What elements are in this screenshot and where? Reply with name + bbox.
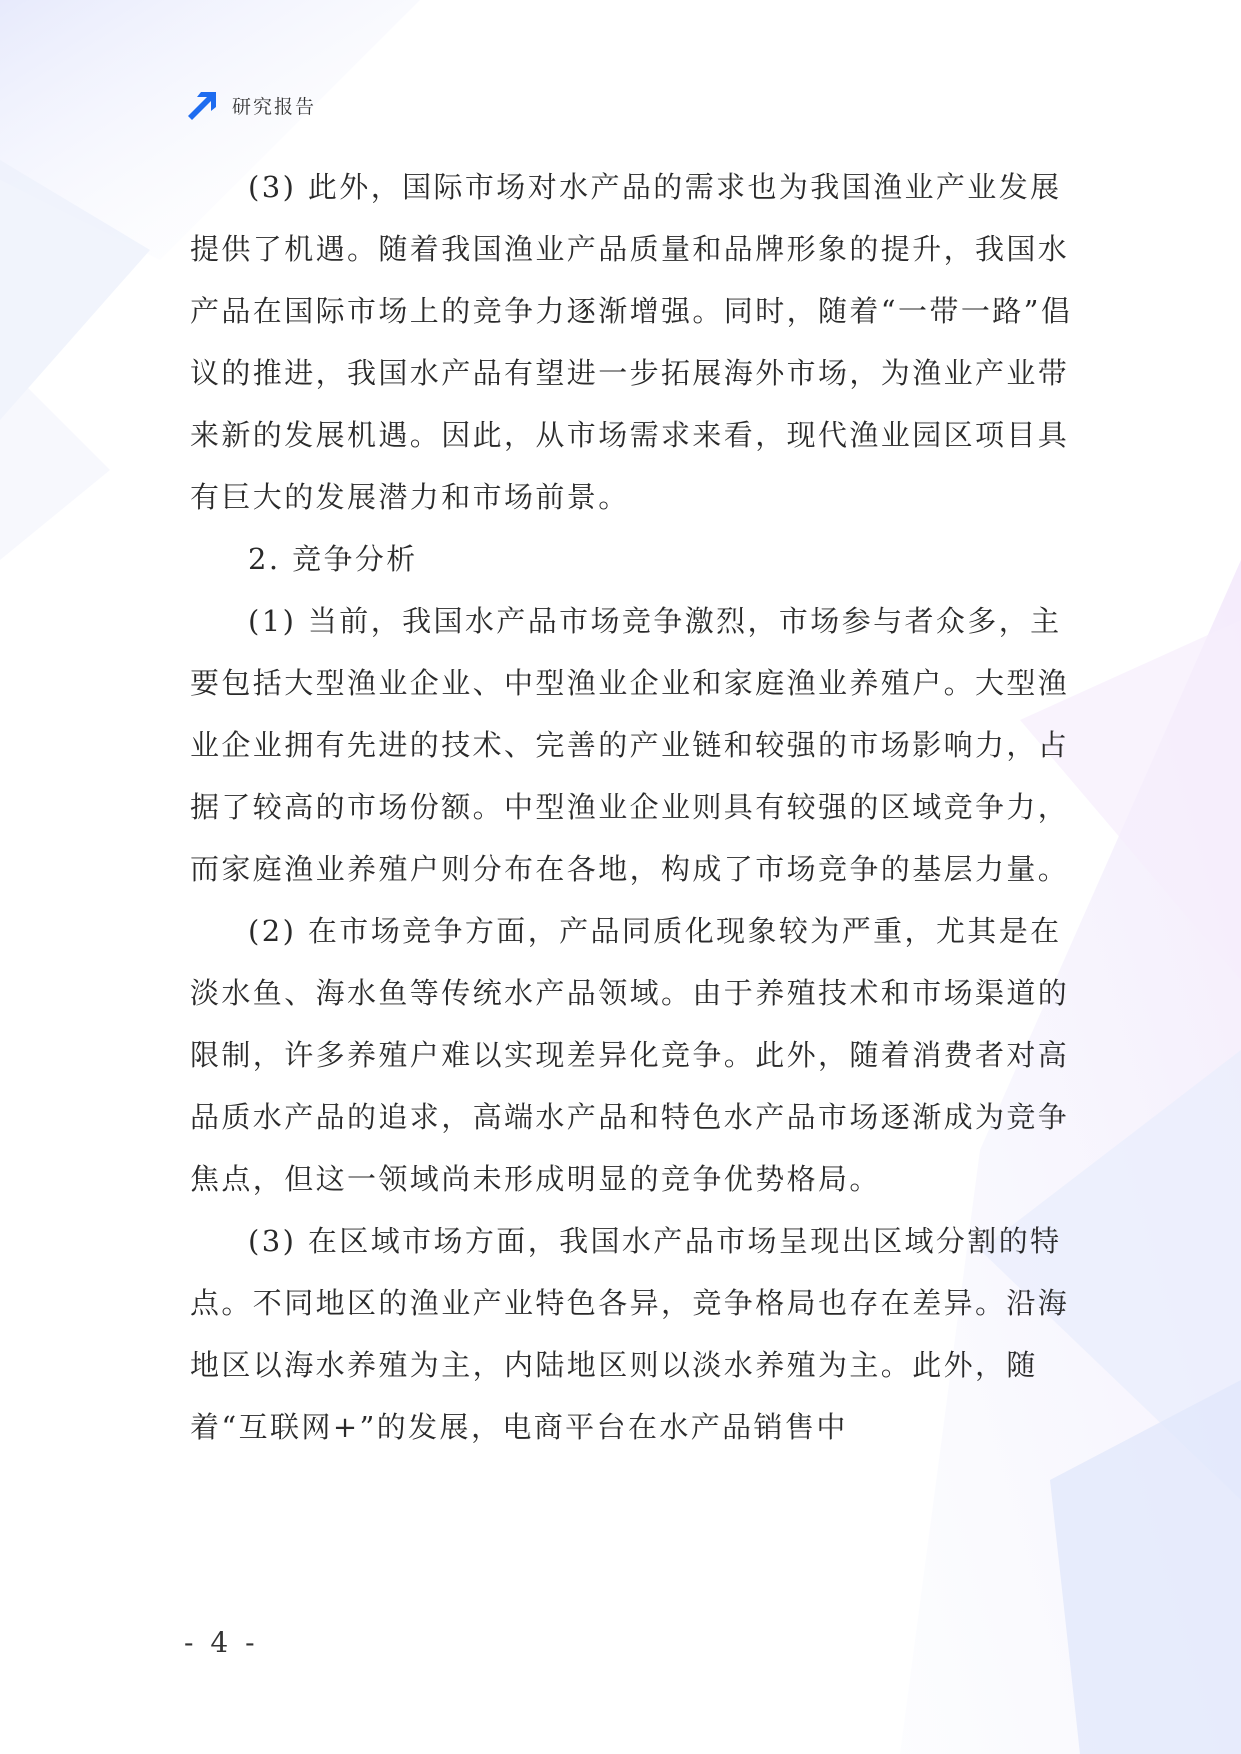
arrow-up-right-icon [186, 88, 220, 122]
document-body [190, 156, 1090, 1458]
section-heading: 2. 竞争分析 [248, 542, 418, 576]
report-header [186, 88, 316, 122]
report-title: 研究报告 [232, 95, 317, 118]
paragraph: (2) 在市场竞争方面，产品同质化现象较为严重，尤其是在淡水鱼、海水鱼等传统水产品领域。由于养殖技术和市场渠道的限制，许多养殖户难以实现差异化竞争。此外，随着消费者对高品质水产品的追求，高端水产品和特色水产品市场逐渐成为竞争焦点，但这一领域尚未形成明显的竞争优势格局。 [190, 914, 1070, 1196]
paragraph: (1) 当前，我国水产品市场竞争激烈，市场参与者众多，主要包括大型渔业企业、中型渔业企业和家庭渔业养殖户。大型渔业企业拥有先进的技术、完善的产业链和较强的市场影响力，占据了较高的市场份额。中型渔业企业则具有较强的区域竞争力，而家庭渔业养殖户则分布在各地，构成了市场竞争的基层力量。 [190, 604, 1070, 886]
paragraph: (3) 此外，国际市场对水产品的需求也为我国渔业产业发展提供了机遇。随着我国渔业产品质量和品牌形象的提升，我国水产品在国际市场上的竞争力逐渐增强。同时，随着“一带一路”倡议的推进，我国水产品有望进一步拓展海外市场，为渔业产业带来新的发展机遇。因此，从市场需求来看，现代渔业园区项目具有巨大的发展潜力和市场前景。 [190, 170, 1073, 514]
paragraph: (3) 在区域市场方面，我国水产品市场呈现出区域分割的特点。不同地区的渔业产业特色各异，竞争格局也存在差异。沿海地区以海水养殖为主，内陆地区则以淡水养殖为主。此外，随着“互联网+”的发展，电商平台在水产品销售中 [190, 1224, 1070, 1444]
page-number: - 4 - [184, 1626, 259, 1659]
